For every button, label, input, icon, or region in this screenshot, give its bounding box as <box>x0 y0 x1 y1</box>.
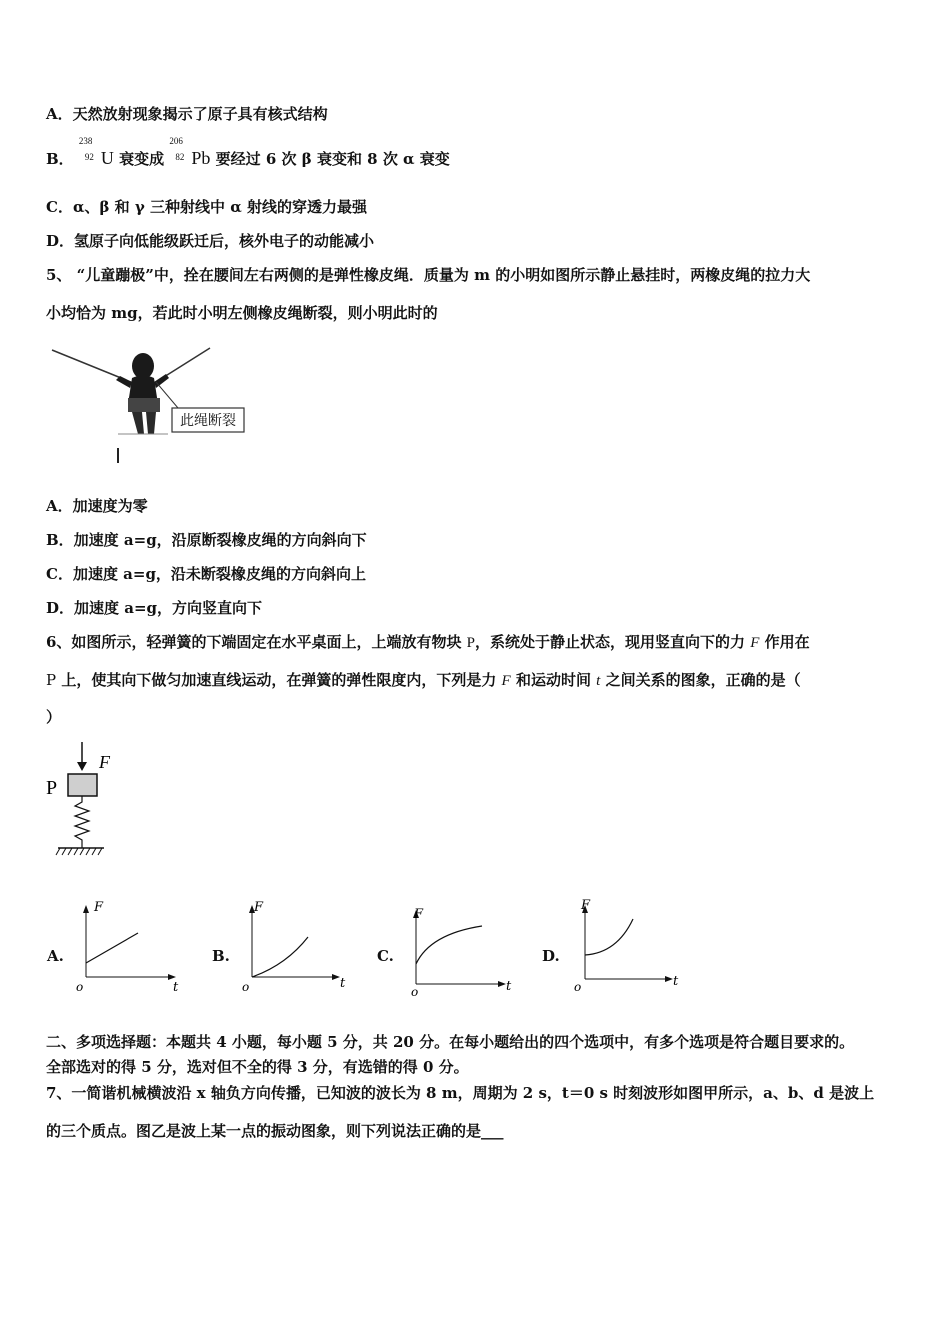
lead-atomic-number: 82 <box>175 152 185 162</box>
uranium-mass-number: 238 <box>78 136 93 146</box>
graph-d-origin: o <box>574 980 582 994</box>
child-right-arm <box>154 374 169 388</box>
left-rope <box>52 350 126 380</box>
q7-stem-line2: 的三个质点。图乙是波上某一点的振动图象，则下列说法正确的是___ <box>46 1122 504 1140</box>
child-left-leg <box>132 412 144 434</box>
graph-d-x-label: t <box>673 974 679 989</box>
q6-stem-2a: 上，使其向下做匀加速直线运动，在弹簧的弹性限度内，下列是力 <box>56 671 502 689</box>
force-arrow-head <box>77 762 87 771</box>
q6-stem-1F: F <box>750 635 760 651</box>
graph-d-curve <box>585 919 633 955</box>
q6-stem-1c: 作用在 <box>759 633 810 651</box>
table-hatch <box>56 848 102 855</box>
uranium-atomic-number: 92 <box>84 152 94 162</box>
graph-b-y-label: F <box>254 900 264 915</box>
bungee-illustration <box>48 338 253 466</box>
lead-mass-number: 206 <box>169 136 183 146</box>
q6-stem-1P: P <box>466 635 476 651</box>
q6-stem-2c: 之间关系的图象，正确的是（ <box>600 671 801 689</box>
spring-diagram <box>44 738 124 863</box>
graph-a-y-label: F <box>94 900 104 915</box>
graph-a-x-label: t <box>173 980 179 995</box>
q5-option-b: B．加速度 a=g，沿原断裂橡皮绳的方向斜向下 <box>46 531 367 549</box>
q6-stem-2F: F <box>501 673 511 689</box>
child-left-arm <box>116 376 132 388</box>
q4-option-b-suffix: 要经过 6 次 β 衰变和 8 次 α 衰变 <box>215 150 450 168</box>
child-right-leg <box>146 412 156 434</box>
graph-c-curve <box>416 926 482 964</box>
q4-option-c: C．α、β 和 γ 三种射线中 α 射线的穿透力最强 <box>46 198 368 216</box>
graph-a-label: A. <box>47 947 64 965</box>
graph-b-origin: o <box>242 980 250 994</box>
q6-stem-1b: ，系统处于静止状态，现用竖直向下的力 <box>475 633 751 651</box>
bungee-figure <box>48 338 253 466</box>
graph-a-origin: o <box>76 980 84 994</box>
q4-option-a: A．天然放射现象揭示了原子具有核式结构 <box>46 105 328 123</box>
q4-option-b-prefix: B． <box>46 150 74 168</box>
spring-figure <box>44 738 124 863</box>
lead-symbol: Pb <box>191 148 211 168</box>
graph-d-y-label: F <box>581 898 591 913</box>
graph-c-svg <box>400 900 520 1000</box>
uranium-nuclide <box>78 136 114 169</box>
block-p <box>68 774 97 796</box>
graph-a <box>72 895 187 995</box>
child-head <box>132 353 154 379</box>
q6-stem-2b: 和运动时间 <box>510 671 597 689</box>
graph-c-y-label: F <box>414 907 424 922</box>
graph-c <box>400 900 520 1000</box>
graph-b-curve <box>252 937 308 977</box>
graph-d-svg <box>565 895 685 995</box>
graph-b-x-label: t <box>340 976 346 991</box>
q7-stem-line1: 7、一简谐机械横波沿 x 轴负方向传播，已知波的波长为 8 m，周期为 2 s，t＝0 s 时刻波形如图甲所示，a、b、d 是波上 <box>46 1084 875 1102</box>
graph-d-label: D. <box>542 947 560 965</box>
graph-b-label: B. <box>212 947 230 965</box>
q5-stem-line2: 小均恰为 mg，若此时小明左侧橡皮绳断裂，则小明此时的 <box>46 304 438 322</box>
q5-stem-line1: 5、 “儿童蹦极”中，拴在腰间左右两侧的是弹性橡皮绳．质量为 m 的小明如图所示静止悬挂时，两橡皮绳的拉力大 <box>46 266 811 284</box>
section2-line1: 二、多项选择题：本题共 4 小题，每小题 5 分，共 20 分。在每小题给出的四个选项中，有多个选项是符合题目要求的。 <box>46 1033 855 1051</box>
graph-a-curve <box>86 933 138 963</box>
spring <box>75 796 89 848</box>
graph-a-svg <box>72 895 187 995</box>
graph-c-label: C. <box>377 947 394 965</box>
section2-line2: 全部选对的得 5 分，选对但不全的得 3 分，有选错的得 0 分。 <box>46 1058 469 1076</box>
force-label: F <box>99 752 110 772</box>
q5-option-c: C．加速度 a=g，沿未断裂橡皮绳的方向斜向上 <box>46 565 366 583</box>
graph-c-origin: o <box>411 985 419 999</box>
q6-stem-line3: ） <box>46 708 62 726</box>
q5-option-d: D．加速度 a=g，方向竖直向下 <box>46 599 263 617</box>
graph-c-x-label: t <box>506 979 512 994</box>
graph-b-svg <box>236 895 351 995</box>
rope-break-label: 此绳断裂 <box>180 413 236 429</box>
q4-option-b-mid: 衰变成 <box>119 150 165 168</box>
q6-stem-1a: 6、如图所示，轻弹簧的下端固定在水平桌面上，上端放有物块 <box>46 633 467 651</box>
graph-d <box>565 895 685 995</box>
block-label: P <box>46 777 58 799</box>
graph-b <box>236 895 351 995</box>
uranium-symbol: U <box>100 148 114 168</box>
q4-option-d: D．氢原子向低能级跃迁后，核外电子的动能减小 <box>46 232 375 250</box>
q6-stem-line1 <box>46 631 810 652</box>
q6-stem-2P: P <box>46 671 57 689</box>
q6-stem-line2 <box>46 669 801 690</box>
harness <box>128 398 160 412</box>
q4-option-b <box>46 136 450 169</box>
q5-option-a: A．加速度为零 <box>46 497 148 515</box>
q6-stem-2t: t <box>596 673 601 689</box>
lead-nuclide <box>169 136 211 169</box>
